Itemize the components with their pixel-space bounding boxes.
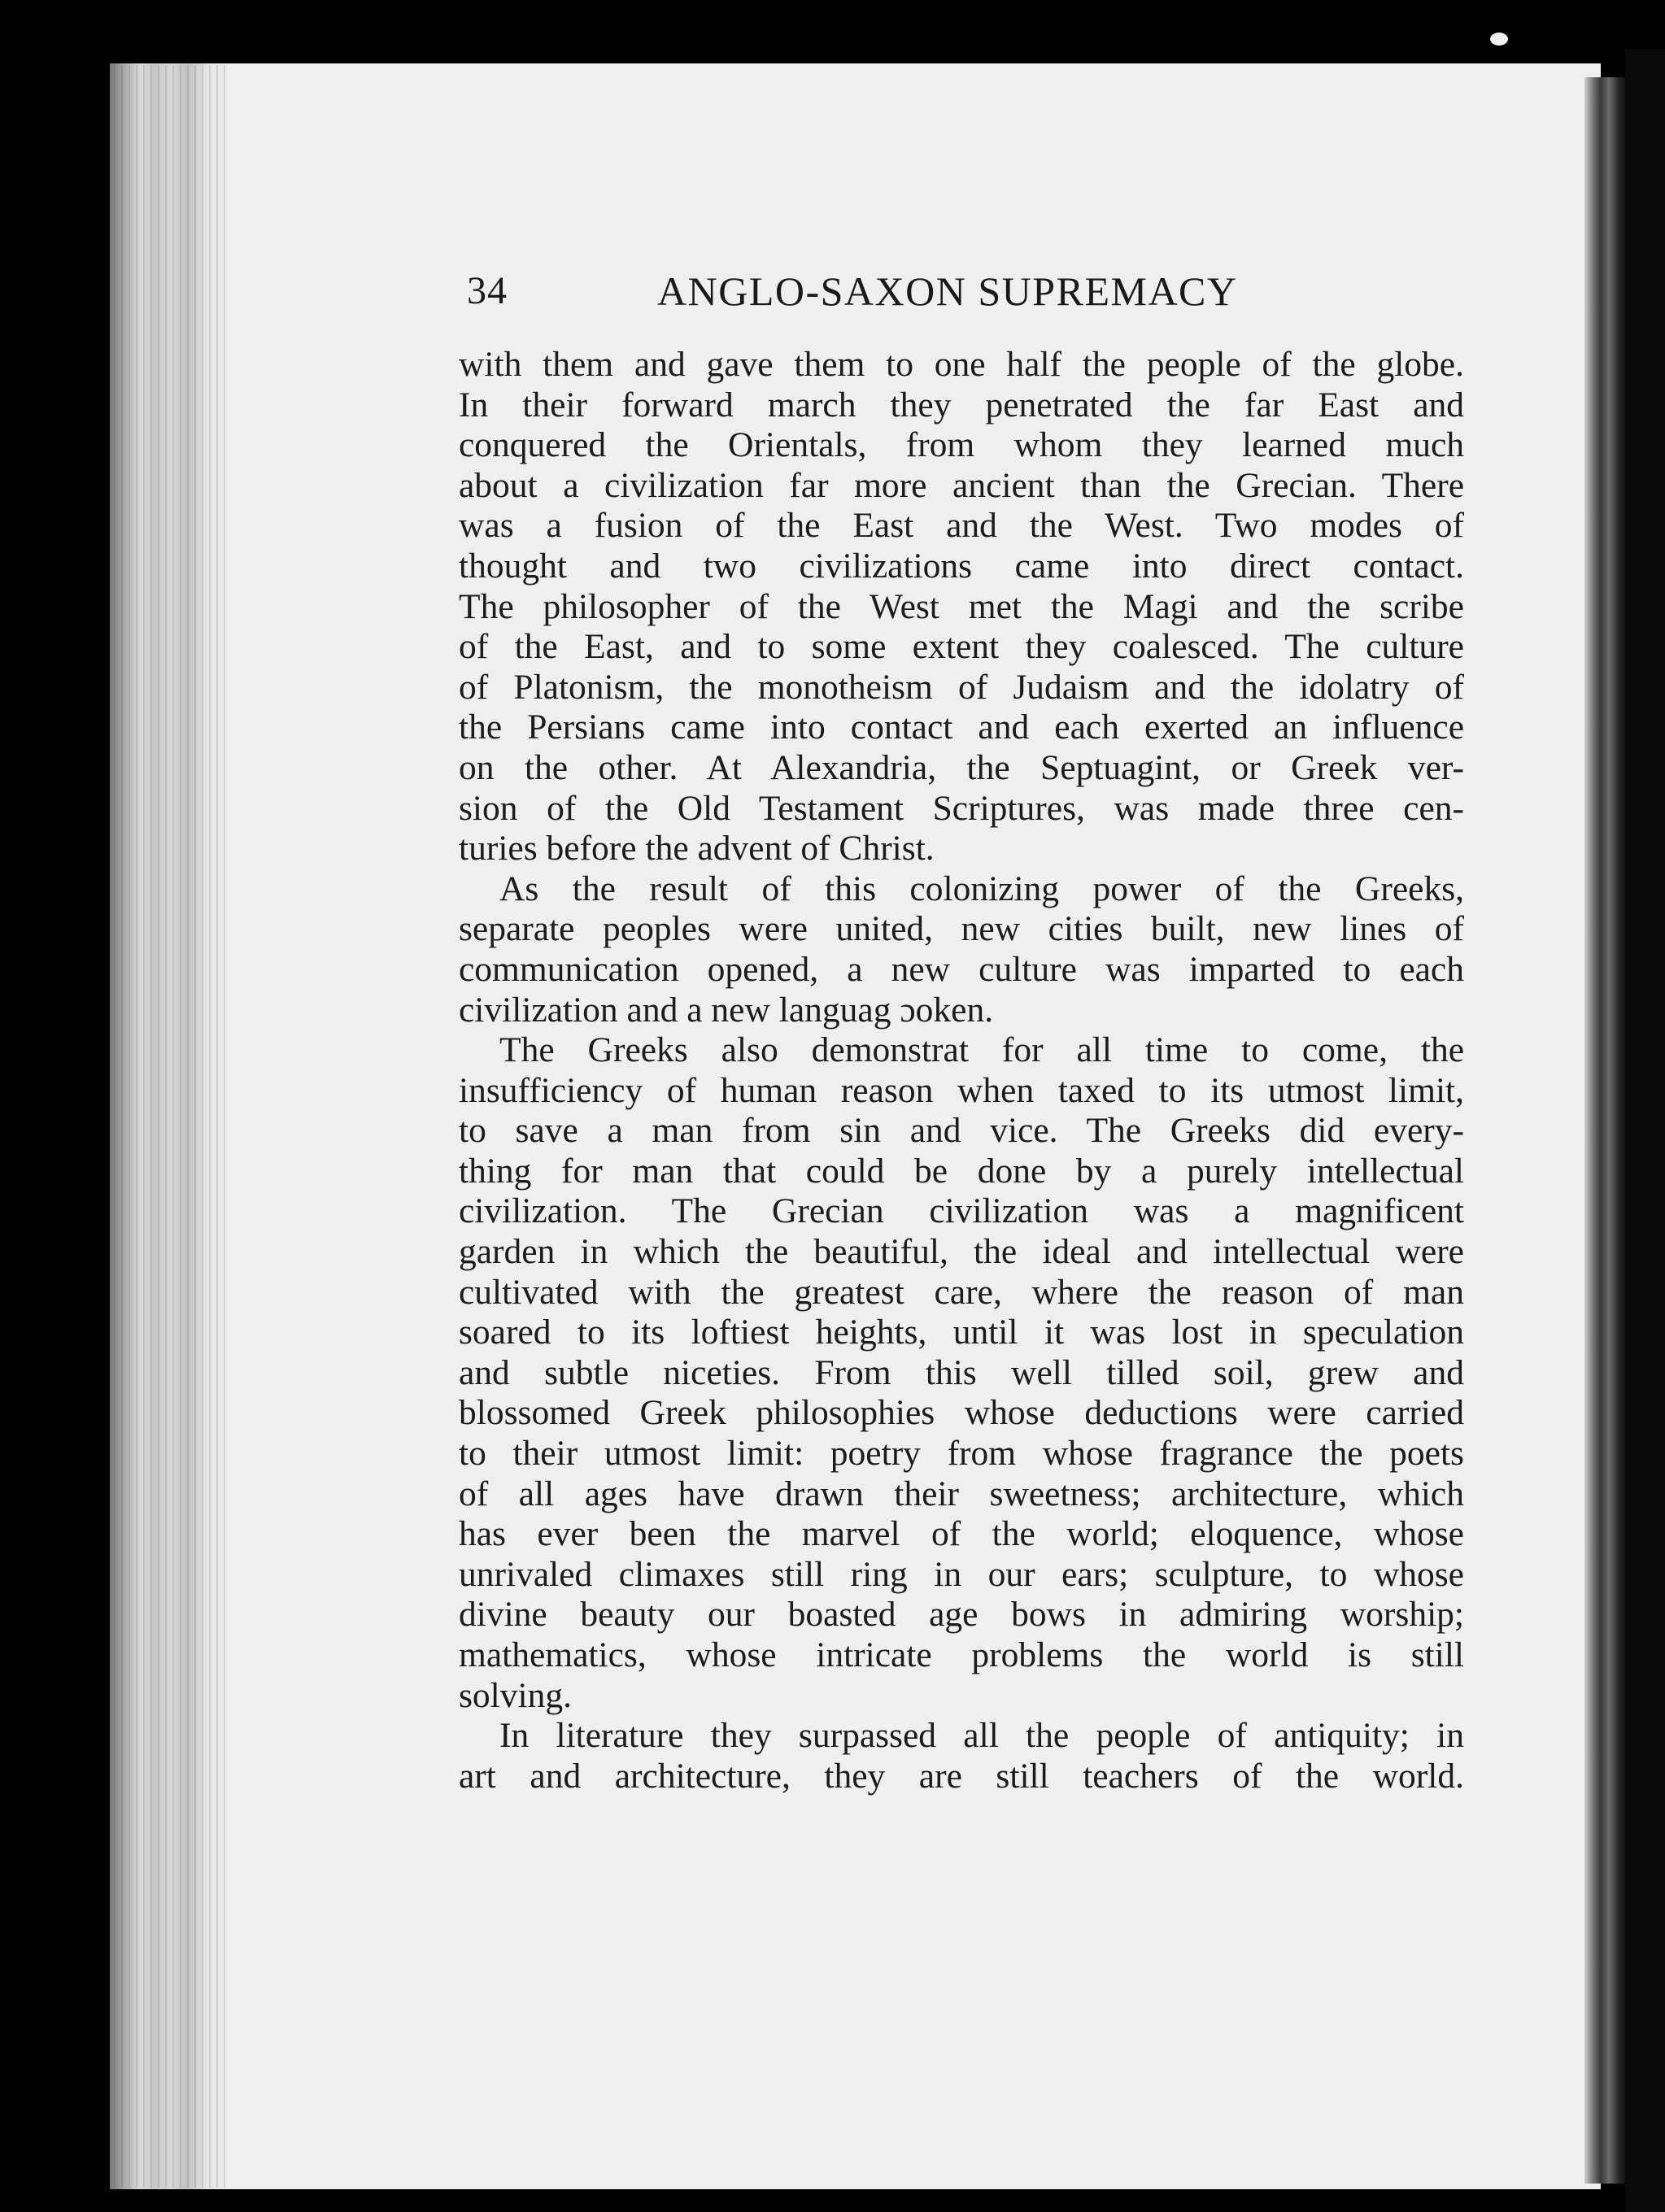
text-line: divine beauty our boasted age bows in admiring worship; [459, 1595, 1464, 1635]
text-line: soared to its loftiest heights, until it was lost in speculation [459, 1313, 1464, 1352]
text-line: insufficiency of human reason when taxed to its utmost limit, [459, 1070, 1464, 1110]
page-number: 34 [467, 269, 508, 312]
text-line: the Persians came into contact and each exerted an influence [459, 708, 1464, 747]
text-line: was a fusion of the East and the West. Two modes of [459, 506, 1464, 546]
text-line: turies before the advent of Christ. [459, 829, 935, 869]
text-line: unrivaled climaxes still ring in our ears; sculpture, to whose [459, 1554, 1464, 1594]
text-line: civilization. The Grecian civilization was a magnificent [459, 1191, 1464, 1231]
text-line: to save a man from sin and vice. The Greeks did every- [459, 1111, 1464, 1151]
scan-speck [1490, 33, 1508, 46]
text-line: conquered the Orientals, from whom they learned much [459, 425, 1464, 465]
gutter-texture [114, 65, 228, 2188]
text-line: thought and two civilizations came into direct contact. [459, 546, 1464, 586]
text-line: with them and gave them to one half the people of the globe. [459, 345, 1464, 384]
text-line: of all ages have drawn their sweetness; architecture, which [459, 1474, 1464, 1513]
text-line: sion of the Old Testament Scriptures, was made three cen- [459, 788, 1464, 828]
text-line: civilization and a new languag ɔoken. [459, 990, 994, 1030]
text-line: As the result of this colonizing power of the Greeks, [499, 869, 1464, 908]
text-line: solving. [459, 1675, 572, 1715]
text-line: mathematics, whose intricate problems the world is still [459, 1635, 1464, 1674]
text-line: art and architecture, they are still teachers of the world. [459, 1756, 1464, 1796]
body-text [459, 345, 1464, 1796]
facing-page-edge [1625, 49, 1665, 2212]
text-line: The Greeks also demonstrat for all time to come, the [499, 1030, 1464, 1070]
text-line: In their forward march they penetrated the far East and [459, 385, 1464, 425]
text-line: In literature they surpassed all the people of antiquity; in [499, 1716, 1464, 1756]
text-line: The philosopher of the West met the Magi and the scribe [459, 586, 1464, 626]
text-line: communication opened, a new culture was imparted to each [459, 949, 1464, 989]
text-line: thing for man that could be done by a purely intellectual [459, 1151, 1464, 1191]
text-line: of Platonism, the monotheism of Judaism and the idolatry of [459, 667, 1464, 707]
running-head: ANGLO-SAXON SUPREMACY [657, 268, 1238, 314]
page-header [467, 259, 1459, 324]
text-line: of the East, and to some extent they coalesced. The culture [459, 627, 1464, 667]
text-line: separate peoples were united, new cities built, new lines of [459, 909, 1464, 949]
text-line: blossomed Greek philosophies whose deductions were carried [459, 1393, 1464, 1433]
page-edge-shadow [1584, 77, 1625, 2184]
text-line: garden in which the beautiful, the ideal and intellectual were [459, 1232, 1464, 1272]
text-line: cultivated with the greatest care, where the reason of man [459, 1272, 1464, 1312]
text-line: on the other. At Alexandria, the Septuagint, or Greek ver- [459, 747, 1464, 787]
text-line: about a civilization far more ancient than the Grecian. There [459, 465, 1464, 505]
text-line: and subtle niceties. From this well tilled soil, grew and [459, 1352, 1464, 1392]
text-line: to their utmost limit: poetry from whose fragrance the poets [459, 1434, 1464, 1474]
text-line: has ever been the marvel of the world; eloquence, whose [459, 1514, 1464, 1554]
